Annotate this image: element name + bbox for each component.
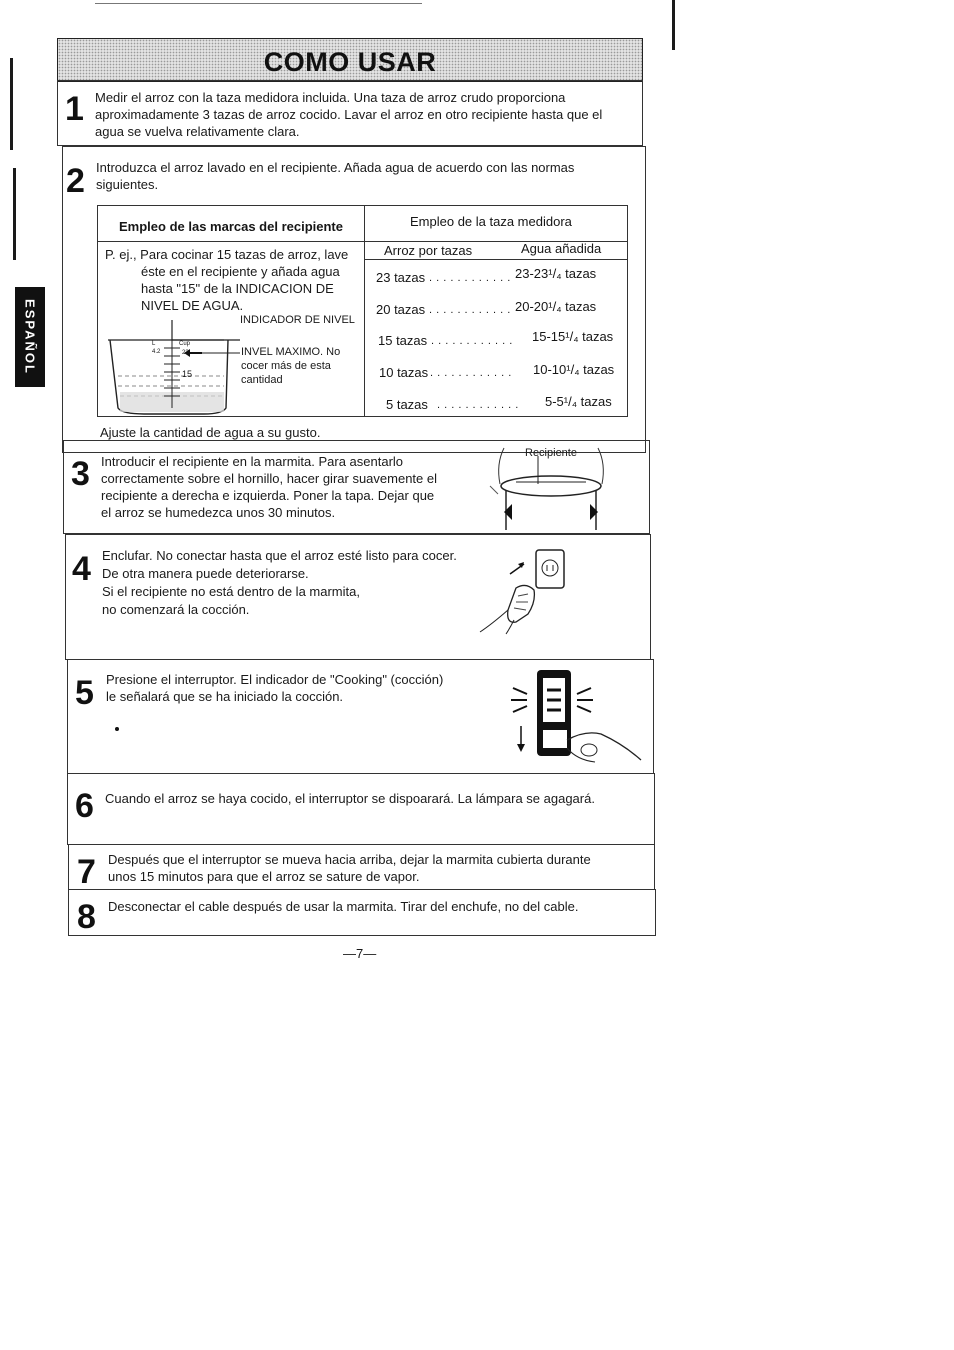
step-4-number: 4: [72, 550, 91, 588]
table-left-line-4: NIVEL DE AGUA.: [141, 298, 244, 313]
row-3-dots: . . . . . . . . . . . .: [431, 335, 513, 347]
row-2-rice: 20 tazas: [376, 302, 426, 317]
step-3-line-1: Introducir el recipiente en la marmita. Para asentarlo: [101, 454, 404, 469]
step-7-line-2: unos 15 minutos para que el arroz se sature de vapor.: [108, 869, 420, 884]
table-vertical-divider: [364, 205, 365, 417]
adjust-note: Ajuste la cantidad de agua a su gusto.: [100, 425, 321, 440]
row-5-rice: 5 tazas: [386, 397, 428, 412]
scale-label-cup: Cup: [179, 341, 191, 347]
step-3-line-2: correctamente sobre el hornillo, hacer girar suavemente el: [101, 471, 438, 486]
step-2-text: [96, 159, 636, 193]
step-4-line-3: Si el recipiente no está dentro de la marmita,: [102, 584, 360, 599]
step-5-line-1: Presione el interruptor. El indicador de "Cooking" (cocción): [106, 672, 444, 687]
step-1-text: [95, 89, 640, 140]
step-4-line-4: no comenzará la cocción.: [102, 602, 250, 617]
scale-label-42: 4.2: [152, 349, 161, 355]
table-col-water: Agua añadida: [521, 241, 602, 256]
page-number: —7—: [343, 946, 377, 961]
scale-label-23: 23: [182, 350, 189, 356]
step-2-line-1: Introduzca el arroz lavado en el recipiente. Añada agua de acuerdo con las normas: [96, 160, 575, 175]
top-rule: [95, 3, 422, 4]
row-4-water: 10-10¹/₄ tazas: [533, 362, 615, 377]
table-left-line-3: hasta "15" de la INDICACION DE: [141, 281, 334, 296]
inner-pot-illustration: [104, 318, 244, 418]
table-left-text: [105, 246, 363, 314]
step-6-number: 6: [75, 787, 94, 825]
table-col-rice: Arroz por tazas: [384, 243, 473, 258]
step-3-text: [101, 453, 481, 521]
right-margin-bar: [672, 0, 675, 50]
row-4-rice: 10 tazas: [379, 365, 429, 380]
indicator-label: INDICADOR DE NIVEL: [240, 314, 355, 326]
step-1-line-1: Medir el arroz con la taza medidora incluida. Una taza de arroz crudo proporciona: [95, 90, 566, 105]
step-1-line-2: aproximadamente 3 tazas de arroz cocido. Lavar el arroz en otro recipiente hasta que el: [95, 107, 603, 122]
step-5-line-2: le señalará que se ha iniciado la cocción.: [106, 689, 344, 704]
row-5-dots: . . . . . . . . . . . .: [437, 399, 519, 411]
max-level-line-3: cantidad: [241, 374, 283, 386]
step-6-text: [105, 790, 653, 807]
step-3-line-4: el arroz se humedezca unos 30 minutos.: [101, 505, 336, 520]
max-level-line-2: cocer más de esta: [241, 360, 331, 372]
step-1-number: 1: [65, 90, 84, 128]
step-8-line-1: Desconectar el cable después de usar la marmita. Tirar del enchufe, no del cable.: [108, 899, 579, 914]
step-8-text: [108, 898, 648, 915]
table-left-line-1: P. ej., Para cocinar 15 tazas de arroz, lave: [105, 247, 349, 262]
step-2-number: 2: [66, 162, 85, 200]
left-margin-bar-2: [13, 168, 16, 260]
title-bar: [57, 38, 643, 82]
left-margin-bar-1: [10, 58, 13, 150]
row-3-rice: 15 tazas: [378, 333, 428, 348]
table-subheader-rule: [364, 259, 628, 260]
step-4-line-2: De otra manera puede deteriorarse.: [102, 566, 309, 581]
row-5-water: 5-5¹/₄ tazas: [545, 394, 612, 409]
step-2-line-2: siguientes.: [96, 177, 159, 192]
bullet-dot: [115, 727, 119, 731]
step-3-number: 3: [71, 455, 90, 493]
step-4-text: [102, 547, 502, 619]
row-2-water: 20-20¹/₄ tazas: [515, 299, 597, 314]
step-6-line-1: Cuando el arroz se haya cocido, el interruptor se dispoarará. La lámpara se agagará.: [105, 791, 595, 806]
step-1-line-3: agua se vuelva relativamente clara.: [95, 124, 300, 139]
row-1-rice: 23 tazas: [376, 270, 426, 285]
step-3-line-3: recipiente a derecha e izquierda. Poner la tapa. Dejar que: [101, 488, 435, 503]
step-4-line-1: Enclufar. No conectar hasta que el arroz esté listo para cocer.: [102, 548, 457, 563]
max-level-line-1: INVEL MAXIMO. No: [241, 346, 341, 358]
step-6-box: [67, 773, 655, 845]
row-4-dots: . . . . . . . . . . . .: [430, 367, 512, 379]
switch-press-illustration: [505, 664, 645, 772]
step-7-line-1: Después que el interruptor se mueva hacia arriba, dejar la marmita cubierta durante: [108, 852, 591, 867]
page-title: COMO USAR: [263, 47, 437, 77]
step-5-number: 5: [75, 674, 94, 712]
row-2-dots: . . . . . . . . . . . .: [429, 304, 511, 316]
step-8-number: 8: [77, 898, 96, 936]
scale-label-15: 15: [182, 369, 193, 379]
table-left-line-2: éste en el recipiente y añada agua: [141, 264, 340, 279]
table-left-header: Empleo de las marcas del recipiente: [119, 219, 343, 234]
recipiente-label: Recipiente: [525, 447, 577, 459]
row-1-dots: . . . . . . . . . . . .: [429, 272, 511, 284]
row-3-water: 15-15¹/₄ tazas: [532, 329, 614, 344]
row-1-water: 23-23¹/₄ tazas: [515, 266, 597, 281]
plug-illustration: [472, 544, 572, 634]
language-tab-label: ESPAÑOL: [22, 299, 38, 375]
step-5-text: [106, 671, 486, 705]
language-tab: [15, 287, 45, 387]
step-7-number: 7: [77, 853, 96, 891]
table-right-header: Empleo de la taza medidora: [410, 214, 572, 229]
step-7-text: [108, 851, 648, 885]
scale-label-l: L: [152, 341, 156, 347]
pot-rotation-illustration: [486, 444, 616, 534]
max-level-label: [241, 345, 340, 387]
